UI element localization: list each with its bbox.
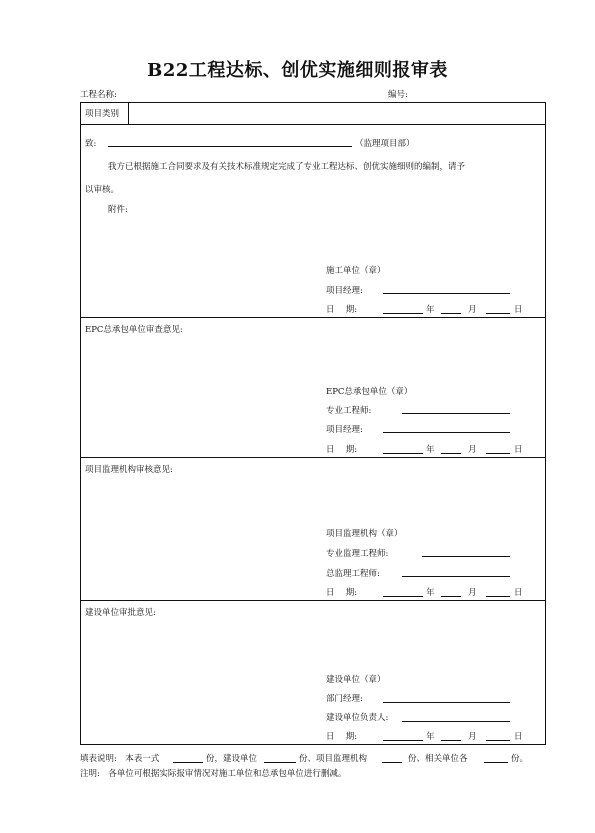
owner-review-heading: 建设单位审批意见: — [85, 608, 156, 618]
year-label-4: 年 — [426, 732, 435, 742]
footer-instructions-c: 份、项目监理机构 — [299, 754, 368, 764]
manager-label-2: 项目经理: — [326, 425, 363, 435]
copies-related-blank[interactable] — [484, 762, 508, 763]
day-blank-4[interactable] — [486, 740, 510, 741]
day-blank-2[interactable] — [486, 453, 510, 454]
year-blank-2[interactable] — [383, 453, 423, 454]
row-divider-3 — [80, 457, 546, 458]
manager-label-1: 项目经理: — [326, 286, 363, 296]
chief-blank-3[interactable] — [402, 576, 510, 577]
form-title: B22工程达标、创优实施细则报审表 — [147, 60, 448, 81]
dept-blank-4[interactable] — [383, 702, 510, 703]
footer-instructions-d: 份、相关单位各 — [408, 754, 468, 764]
year-label-1: 年 — [426, 305, 435, 315]
date-label-4: 日 期: — [326, 732, 358, 742]
owner-unit-label: 建设单位（章） — [326, 675, 386, 685]
construction-unit-label: 施工单位（章） — [326, 266, 386, 276]
manager-blank-1[interactable] — [383, 293, 510, 294]
to-label: 致: — [85, 139, 97, 149]
copies-owner-blank[interactable] — [264, 762, 296, 763]
row-divider-4 — [80, 600, 546, 601]
row-divider-2 — [80, 317, 546, 318]
footer-instructions-e: 份。 — [511, 754, 529, 764]
project-name-label: 工程名称: — [80, 90, 117, 100]
month-label-2: 月 — [468, 445, 477, 455]
supervision-review-heading: 项目监理机构审核意见: — [85, 465, 173, 475]
category-divider — [128, 102, 129, 124]
year-blank-1[interactable] — [383, 313, 423, 314]
engineer-blank-3[interactable] — [422, 556, 510, 557]
dept-label-4: 部门经理: — [326, 694, 363, 704]
month-label-1: 月 — [468, 305, 477, 315]
date-label-2: 日 期: — [326, 445, 358, 455]
month-blank-4[interactable] — [441, 740, 461, 741]
day-label-2: 日 — [514, 445, 523, 455]
date-label-3: 日 期: — [326, 588, 358, 598]
supervision-blank[interactable] — [108, 146, 352, 147]
month-label-3: 月 — [468, 588, 477, 598]
body-line-1: 我方已根据施工合同要求及有关技术标准规定完成了专业工程达标、创优实施细则的编制，请予 — [108, 162, 466, 172]
engineer-label-3: 专业监理工程师: — [326, 549, 389, 559]
attachment-label: 附件: — [108, 205, 128, 215]
year-label-3: 年 — [426, 588, 435, 598]
manager-blank-2[interactable] — [383, 432, 510, 433]
month-blank-1[interactable] — [441, 313, 461, 314]
month-blank-2[interactable] — [441, 453, 461, 454]
footer-instructions-a: 填表说明: 本表一式 — [80, 754, 160, 764]
copies-supervision-blank[interactable] — [382, 762, 402, 763]
leader-blank-4[interactable] — [402, 721, 510, 722]
project-category-label: 项目类别 — [85, 109, 120, 119]
footer-instructions-b: 份，建设单位 — [206, 754, 258, 764]
month-blank-3[interactable] — [441, 596, 461, 597]
chief-label-3: 总监理工程师: — [326, 569, 380, 579]
form-table — [80, 102, 546, 745]
month-label-4: 月 — [468, 732, 477, 742]
leader-label-4: 建设单位负责人: — [326, 713, 389, 723]
number-label: 编号: — [388, 90, 408, 100]
footer-note: 注明: 各单位可根据实际报审情况对施工单位和总承包单位进行删减。 — [80, 769, 347, 779]
supervision-unit-label: 项目监理机构（章） — [326, 529, 403, 539]
date-label-1: 日 期: — [326, 305, 358, 315]
engineer-blank-2[interactable] — [402, 413, 510, 414]
engineer-label-2: 专业工程师: — [326, 406, 372, 416]
day-blank-1[interactable] — [486, 313, 510, 314]
day-label-1: 日 — [514, 305, 523, 315]
day-label-3: 日 — [514, 588, 523, 598]
year-label-2: 年 — [426, 445, 435, 455]
year-blank-4[interactable] — [383, 740, 423, 741]
epc-unit-label: EPC总承包单位（章） — [326, 387, 413, 397]
year-blank-3[interactable] — [383, 596, 423, 597]
body-line-2: 以审核。 — [85, 185, 120, 195]
supervision-suffix: （监理项目部） — [355, 139, 415, 149]
copies-total-blank[interactable] — [173, 762, 203, 763]
day-blank-3[interactable] — [486, 596, 510, 597]
row-divider-1 — [80, 124, 546, 125]
epc-review-heading: EPC总承包单位审查意见: — [85, 325, 183, 335]
day-label-4: 日 — [514, 732, 523, 742]
